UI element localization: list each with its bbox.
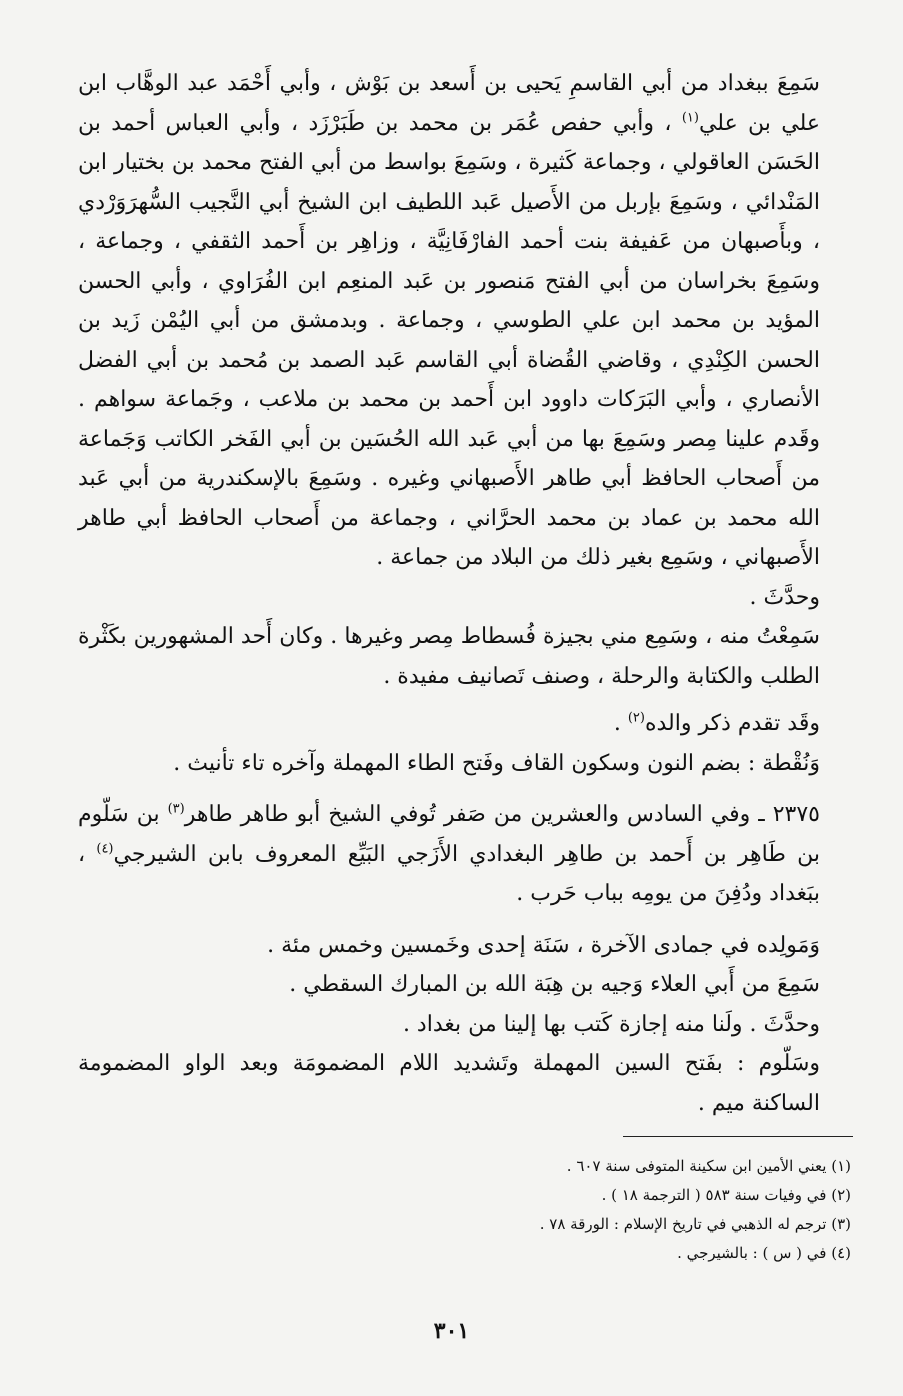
footnote-ref-4: (٤) [96, 841, 114, 857]
entry-2375: ٢٣٧٥ ـ وفي السادس والعشرين من صَفر تُوفي الشيخ أبو طاهر طاهر$^{(٣)}$ بن سَلّوم بن طَاهِر بن أَحمد بن طاهِر البغدادي الأَزَجي البَيِّع المعروف بابن الشيرجي$^{(٤)}$ ، ببَغداد ودُفِنَ من يومِه بباب حَرب . [78, 801, 820, 906]
paragraph-father-mention: وقَد تقدم ذكر والده$^{(٢)}$ . [613, 710, 820, 736]
footnote-ref-2: (٢) [627, 710, 645, 726]
footnote-3: (٣) ترجم له الذهبي في تاريخ الإسلام : الورقة ٧٨ . [539, 1215, 851, 1233]
footnote-1: (١) يعني الأمين ابن سكينة المتوفى سنة ٦٠٧ . [566, 1157, 851, 1175]
page-number: ٣٠١ [433, 1318, 470, 1344]
footnote-ref-3: (٣) [167, 801, 185, 817]
paragraph-heard: سَمِعَ من أَبي العلاء وَجيه بن هِبَة الله بن المبارك السقطي . [289, 972, 820, 997]
paragraph-sallum-note: وسَلّوم : بفَتح السين المهملة وتَشديد اللام المضمومَة وبعد الواو المضمومة الساكنة ميم . [78, 1051, 820, 1116]
footnotes [71, 1152, 851, 1268]
paragraph-ijaza: وحدَّثَ . ولَنا منه إجازة كَتب بها إلينا من بغداد . [402, 1011, 820, 1037]
main-text [78, 64, 848, 1123]
paragraph-heard-from-him: سَمِعْتُ منه ، وسَمِع مني بجيزة فُسطاط مِصر وغيرها . وكان أَحد المشهورين بكَثْرة الطلب والكتابة والرحلة ، وصنف تَصانيف مفيدة . [78, 624, 820, 689]
footnote-2: (٢) في وفيات سنة ٥٨٣ ( الترجمة ١٨ ) . [601, 1186, 851, 1204]
footnote-ref-1: (١) [681, 110, 699, 126]
paragraph-nuqta-note: وَنُقْطة : بضم النون وسكون القاف وفَتح الطاء المهملة وآخره تاء تأنيث . [173, 750, 820, 776]
paragraph-biography: سَمِعَ ببغداد من أبي القاسمِ يَحيى بن أَسعد بن بَوْش ، وأبي أَحْمَد عبد الوهَّاب ابن علي بن علي$^{(١)}$ ، وأبي حفص عُمَر بن محمد بن طَبَرْزَد ، وأبي العباس أحمد بن الحَسَن العاقولي ، وجماعة كَثيرة ، وسَمِعَ بواسط من أبي الفتح محمد بن بختيار ابن المَنْدائي ، وسَمِعَ بإربل من الأَصيل عَبد اللطيف ابن الشيخ أبي النَّجيب السُّهرَوَرْدي ، وبأَصبهان من عَفيفة بنت أحمد الفارْفَانِيَّة ، وزاهِر بن أَحمد الثقفي ، وجماعة ، وسَمِعَ بخراسان من أبي الفتح مَنصور بن عَبد المنعِم ابن الفُرَاوي ، وأبي الحسن المؤيد بن محمد ابن علي الطوسي ، وجماعة . وبدمشق من أبي اليُمْن زَيد بن الحسن الكِنْدِي ، وقاضي القُضاة أبي القاسم عَبد الصمد بن مُحمد بن أبي الفضل الأنصاري ، وأبي البَرَكات داوود ابن أَحمد بن محمد بن ملاعب ، وجَماعة سواهم . وقَدم علينا مِصر وسَمِعَ بها من أبي عَبد الله الحُسَين بن أبي الفَخر الكاتب وَجَماعة من أَصحاب الحافظ أبي طاهر الأَصبهاني وغيره . وسَمِعَ بالإسكندرية من أبي عَبد الله محمد بن عماد بن محمد الحرَّاني ، وجماعة من أَصحاب الحافظ أبي طاهر الأَصبهاني ، وسَمِع بغير ذلك من البلاد من جماعة . [78, 71, 820, 570]
footnote-divider [623, 1136, 853, 1137]
paragraph-narrated: وحدَّثَ . [749, 584, 820, 610]
paragraph-birth: وَمَولِده في جمادى الآخرة ، سَنَة إحدى وخَمسين وخمس مئة . [267, 932, 820, 958]
footnote-4: (٤) في ( س ) : بالشيرجي . [677, 1244, 851, 1262]
